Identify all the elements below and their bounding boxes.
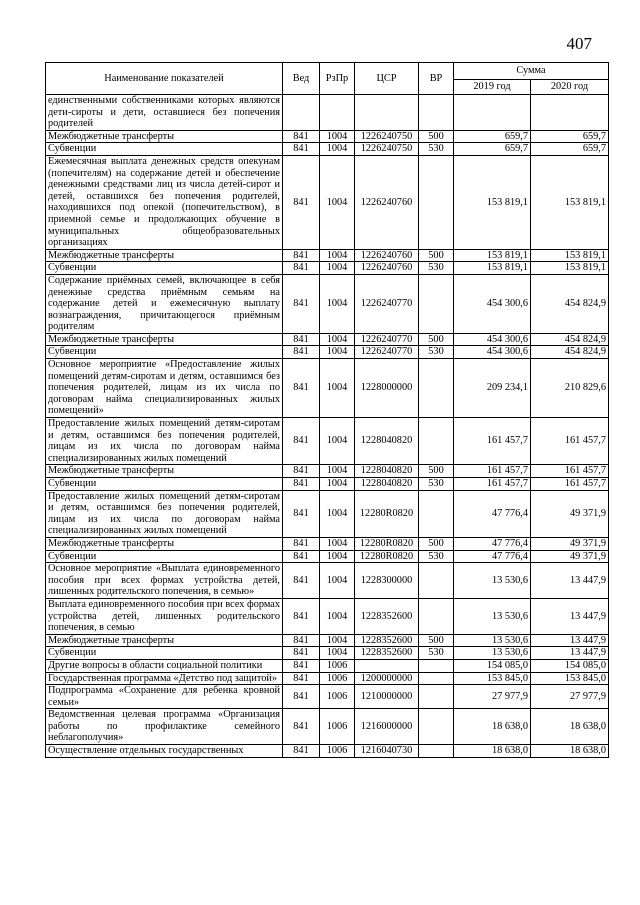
row-ved: 841	[283, 685, 320, 709]
row-value-2020: 153 819,1	[531, 249, 609, 262]
row-value-2019: 154 085,0	[454, 659, 531, 672]
table-row	[46, 249, 609, 262]
row-rzpr: 1004	[320, 262, 355, 275]
row-name: Осуществление отдельных государственных	[46, 745, 283, 758]
row-rzpr	[320, 95, 355, 131]
table-row	[46, 647, 609, 660]
table-body	[46, 95, 609, 758]
row-name: Субвенции	[46, 550, 283, 563]
row-rzpr: 1004	[320, 359, 355, 418]
row-ved: 841	[283, 672, 320, 685]
row-name: Выплата единовременного пособия при всех формах устройства детей, лишенных родительского попечения, в семью	[46, 598, 283, 634]
table-row	[46, 274, 609, 333]
row-csr: 1226240750	[355, 130, 419, 143]
row-ved: 841	[283, 709, 320, 745]
row-csr: 1226240760	[355, 155, 419, 249]
row-value-2019: 161 457,7	[454, 418, 531, 465]
row-vr	[419, 709, 454, 745]
row-csr: 1228300000	[355, 563, 419, 599]
row-value-2019: 659,7	[454, 130, 531, 143]
table-row	[46, 143, 609, 156]
row-csr: 1226240760	[355, 262, 419, 275]
row-vr	[419, 659, 454, 672]
row-vr: 500	[419, 537, 454, 550]
row-vr	[419, 745, 454, 758]
row-csr: 1226240760	[355, 249, 419, 262]
table-header	[46, 63, 609, 95]
row-csr: 12280R0820	[355, 490, 419, 537]
row-value-2020: 13 447,9	[531, 563, 609, 599]
row-csr	[355, 659, 419, 672]
row-name: Ведомственная целевая программа «Организация работы по профилактике семейного неблагополучия»	[46, 709, 283, 745]
row-rzpr: 1004	[320, 155, 355, 249]
table-row	[46, 537, 609, 550]
row-name: Субвенции	[46, 262, 283, 275]
row-value-2019: 454 300,6	[454, 274, 531, 333]
row-name: Межбюджетные трансферты	[46, 130, 283, 143]
row-value-2020: 13 447,9	[531, 634, 609, 647]
row-rzpr: 1004	[320, 130, 355, 143]
row-rzpr: 1006	[320, 672, 355, 685]
row-ved: 841	[283, 598, 320, 634]
row-ved: 841	[283, 659, 320, 672]
row-value-2019: 47 776,4	[454, 490, 531, 537]
row-value-2020: 161 457,7	[531, 478, 609, 491]
row-ved: 841	[283, 418, 320, 465]
row-vr	[419, 155, 454, 249]
row-csr: 1226240770	[355, 333, 419, 346]
row-vr: 530	[419, 478, 454, 491]
row-value-2019: 13 530,6	[454, 647, 531, 660]
table-row	[46, 598, 609, 634]
row-ved: 841	[283, 647, 320, 660]
row-csr: 1210000000	[355, 685, 419, 709]
row-rzpr: 1004	[320, 490, 355, 537]
row-value-2020: 49 371,9	[531, 550, 609, 563]
col-header-vr: ВР	[419, 63, 454, 95]
col-header-2020: 2020 год	[531, 80, 609, 95]
row-name: Межбюджетные трансферты	[46, 249, 283, 262]
row-value-2020: 210 829,6	[531, 359, 609, 418]
row-vr	[419, 598, 454, 634]
row-name: Государственная программа «Детство под защитой»	[46, 672, 283, 685]
row-value-2020: 49 371,9	[531, 490, 609, 537]
row-vr	[419, 685, 454, 709]
row-value-2019: 153 819,1	[454, 262, 531, 275]
row-name: Субвенции	[46, 647, 283, 660]
row-name: Подпрограмма «Сохранение для ребенка кровной семьи»	[46, 685, 283, 709]
table-row	[46, 262, 609, 275]
row-value-2019: 454 300,6	[454, 333, 531, 346]
table-row	[46, 465, 609, 478]
row-vr	[419, 274, 454, 333]
row-ved: 841	[283, 143, 320, 156]
row-vr: 530	[419, 262, 454, 275]
row-name: Межбюджетные трансферты	[46, 465, 283, 478]
row-value-2020: 13 447,9	[531, 598, 609, 634]
row-rzpr: 1004	[320, 333, 355, 346]
table-row	[46, 333, 609, 346]
table-row	[46, 672, 609, 685]
row-value-2019: 153 819,1	[454, 249, 531, 262]
row-value-2020: 153 819,1	[531, 262, 609, 275]
row-rzpr: 1004	[320, 478, 355, 491]
row-rzpr: 1004	[320, 537, 355, 550]
row-value-2020: 154 085,0	[531, 659, 609, 672]
row-value-2019: 161 457,7	[454, 465, 531, 478]
col-header-name: Наименование показателей	[46, 63, 283, 95]
row-rzpr: 1004	[320, 563, 355, 599]
row-ved: 841	[283, 274, 320, 333]
row-rzpr: 1004	[320, 634, 355, 647]
col-header-ved: Вед	[283, 63, 320, 95]
row-value-2020: 27 977,9	[531, 685, 609, 709]
row-value-2020: 161 457,7	[531, 465, 609, 478]
row-value-2019: 13 530,6	[454, 598, 531, 634]
row-name: Межбюджетные трансферты	[46, 537, 283, 550]
row-rzpr: 1004	[320, 249, 355, 262]
row-csr: 1228040820	[355, 478, 419, 491]
table-row	[46, 346, 609, 359]
row-name: Предоставление жилых помещений детям-сиротам и детям, оставшимся без попечения родителей, лицам из их числа по договорам найма специализированных жилых помещений	[46, 418, 283, 465]
row-value-2019: 161 457,7	[454, 478, 531, 491]
row-csr: 1228352600	[355, 598, 419, 634]
row-csr: 12280R0820	[355, 550, 419, 563]
table-row	[46, 155, 609, 249]
row-value-2020: 153 845,0	[531, 672, 609, 685]
row-rzpr: 1004	[320, 346, 355, 359]
row-ved: 841	[283, 333, 320, 346]
row-rzpr: 1004	[320, 647, 355, 660]
row-name: единственными собственниками которых являются дети-сироты и дети, оставшиеся без попечения родителей	[46, 95, 283, 131]
table-row	[46, 478, 609, 491]
row-name: Другие вопросы в области социальной политики	[46, 659, 283, 672]
col-header-rzpr: РзПр	[320, 63, 355, 95]
row-value-2020: 161 457,7	[531, 418, 609, 465]
row-value-2019: 13 530,6	[454, 563, 531, 599]
table-row	[46, 418, 609, 465]
row-vr: 530	[419, 647, 454, 660]
row-name: Субвенции	[46, 143, 283, 156]
row-vr: 530	[419, 550, 454, 563]
row-vr	[419, 359, 454, 418]
row-value-2019: 209 234,1	[454, 359, 531, 418]
row-ved: 841	[283, 490, 320, 537]
table-row	[46, 685, 609, 709]
row-vr: 500	[419, 130, 454, 143]
row-csr: 1228000000	[355, 359, 419, 418]
row-value-2020: 659,7	[531, 130, 609, 143]
row-ved: 841	[283, 634, 320, 647]
row-value-2019: 47 776,4	[454, 550, 531, 563]
row-vr: 530	[419, 143, 454, 156]
row-value-2019: 18 638,0	[454, 745, 531, 758]
row-rzpr: 1004	[320, 143, 355, 156]
table-row	[46, 550, 609, 563]
row-ved: 841	[283, 745, 320, 758]
row-name: Межбюджетные трансферты	[46, 634, 283, 647]
row-name: Основное мероприятие «Выплата единовременного пособия при всех формах устройства детей, лишенных родительского попечения, в семью»	[46, 563, 283, 599]
table-row	[46, 95, 609, 131]
row-name: Ежемесячная выплата денежных средств опекунам (попечителям) на содержание детей и обеспечение денежными средствами лиц из числа детей-сирот и детей, оставшихся без попечения родителей, находившихся под опекой (попечительством), в приемной семье и продолжающих обучение в муниципальных общеобразовательных организациях	[46, 155, 283, 249]
row-value-2020: 18 638,0	[531, 709, 609, 745]
table-row	[46, 490, 609, 537]
row-vr	[419, 418, 454, 465]
col-header-2019: 2019 год	[454, 80, 531, 95]
row-value-2019: 18 638,0	[454, 709, 531, 745]
row-value-2020: 454 824,9	[531, 333, 609, 346]
table-row	[46, 745, 609, 758]
row-csr: 1226240770	[355, 346, 419, 359]
row-ved: 841	[283, 537, 320, 550]
row-value-2020: 13 447,9	[531, 647, 609, 660]
row-value-2019	[454, 95, 531, 131]
row-name: Предоставление жилых помещений детям-сиротам и детям, оставшимся без попечения родителей, лицам из их числа по договорам найма специализированных жилых помещений	[46, 490, 283, 537]
row-rzpr: 1004	[320, 598, 355, 634]
row-name: Содержание приёмных семей, включающее в себя денежные средства приёмным семьям на содержание детей и ежемесячную выплату вознаграждения, причитающегося приёмным родителям	[46, 274, 283, 333]
row-name: Межбюджетные трансферты	[46, 333, 283, 346]
row-ved: 841	[283, 359, 320, 418]
row-csr: 1228040820	[355, 418, 419, 465]
row-name: Субвенции	[46, 478, 283, 491]
row-csr	[355, 95, 419, 131]
row-name: Субвенции	[46, 346, 283, 359]
row-value-2020: 659,7	[531, 143, 609, 156]
row-csr: 12280R0820	[355, 537, 419, 550]
row-rzpr: 1004	[320, 465, 355, 478]
row-csr: 1228352600	[355, 647, 419, 660]
row-vr	[419, 490, 454, 537]
table-row	[46, 359, 609, 418]
row-rzpr: 1004	[320, 418, 355, 465]
row-value-2019: 13 530,6	[454, 634, 531, 647]
row-vr	[419, 563, 454, 599]
row-vr	[419, 95, 454, 131]
row-ved: 841	[283, 550, 320, 563]
row-rzpr: 1006	[320, 685, 355, 709]
budget-table	[45, 62, 609, 758]
row-rzpr: 1004	[320, 274, 355, 333]
row-csr: 1216040730	[355, 745, 419, 758]
row-value-2019: 454 300,6	[454, 346, 531, 359]
row-ved: 841	[283, 465, 320, 478]
row-value-2019: 27 977,9	[454, 685, 531, 709]
row-ved: 841	[283, 478, 320, 491]
row-ved: 841	[283, 130, 320, 143]
row-value-2019: 659,7	[454, 143, 531, 156]
row-ved: 841	[283, 249, 320, 262]
row-ved: 841	[283, 155, 320, 249]
row-value-2020: 454 824,9	[531, 346, 609, 359]
row-ved: 841	[283, 346, 320, 359]
row-value-2020: 454 824,9	[531, 274, 609, 333]
row-rzpr: 1006	[320, 709, 355, 745]
row-name: Основное мероприятие «Предоставление жилых помещений детям-сиротам и детям, оставшимся без попечения родителей, лицам из их числа по договорам найма специализированных жилых помещений»	[46, 359, 283, 418]
row-vr: 500	[419, 333, 454, 346]
table-row	[46, 659, 609, 672]
row-csr: 1216000000	[355, 709, 419, 745]
row-vr: 500	[419, 465, 454, 478]
row-value-2019: 47 776,4	[454, 537, 531, 550]
row-vr	[419, 672, 454, 685]
row-rzpr: 1004	[320, 550, 355, 563]
row-value-2020: 18 638,0	[531, 745, 609, 758]
row-value-2019: 153 819,1	[454, 155, 531, 249]
row-value-2020: 153 819,1	[531, 155, 609, 249]
table-row	[46, 130, 609, 143]
table-row	[46, 634, 609, 647]
row-vr: 500	[419, 249, 454, 262]
row-value-2020	[531, 95, 609, 131]
row-value-2020: 49 371,9	[531, 537, 609, 550]
row-value-2019: 153 845,0	[454, 672, 531, 685]
row-vr: 500	[419, 634, 454, 647]
row-csr: 1226240750	[355, 143, 419, 156]
row-csr: 1228040820	[355, 465, 419, 478]
table-row	[46, 709, 609, 745]
row-csr: 1200000000	[355, 672, 419, 685]
row-csr: 1226240770	[355, 274, 419, 333]
col-header-csr: ЦСР	[355, 63, 419, 95]
page-number: 407	[566, 34, 592, 53]
row-csr: 1228352600	[355, 634, 419, 647]
row-rzpr: 1006	[320, 659, 355, 672]
row-ved: 841	[283, 262, 320, 275]
row-ved	[283, 95, 320, 131]
table-row	[46, 563, 609, 599]
row-vr: 530	[419, 346, 454, 359]
row-ved: 841	[283, 563, 320, 599]
col-header-sum: Сумма	[454, 63, 609, 80]
row-rzpr: 1006	[320, 745, 355, 758]
